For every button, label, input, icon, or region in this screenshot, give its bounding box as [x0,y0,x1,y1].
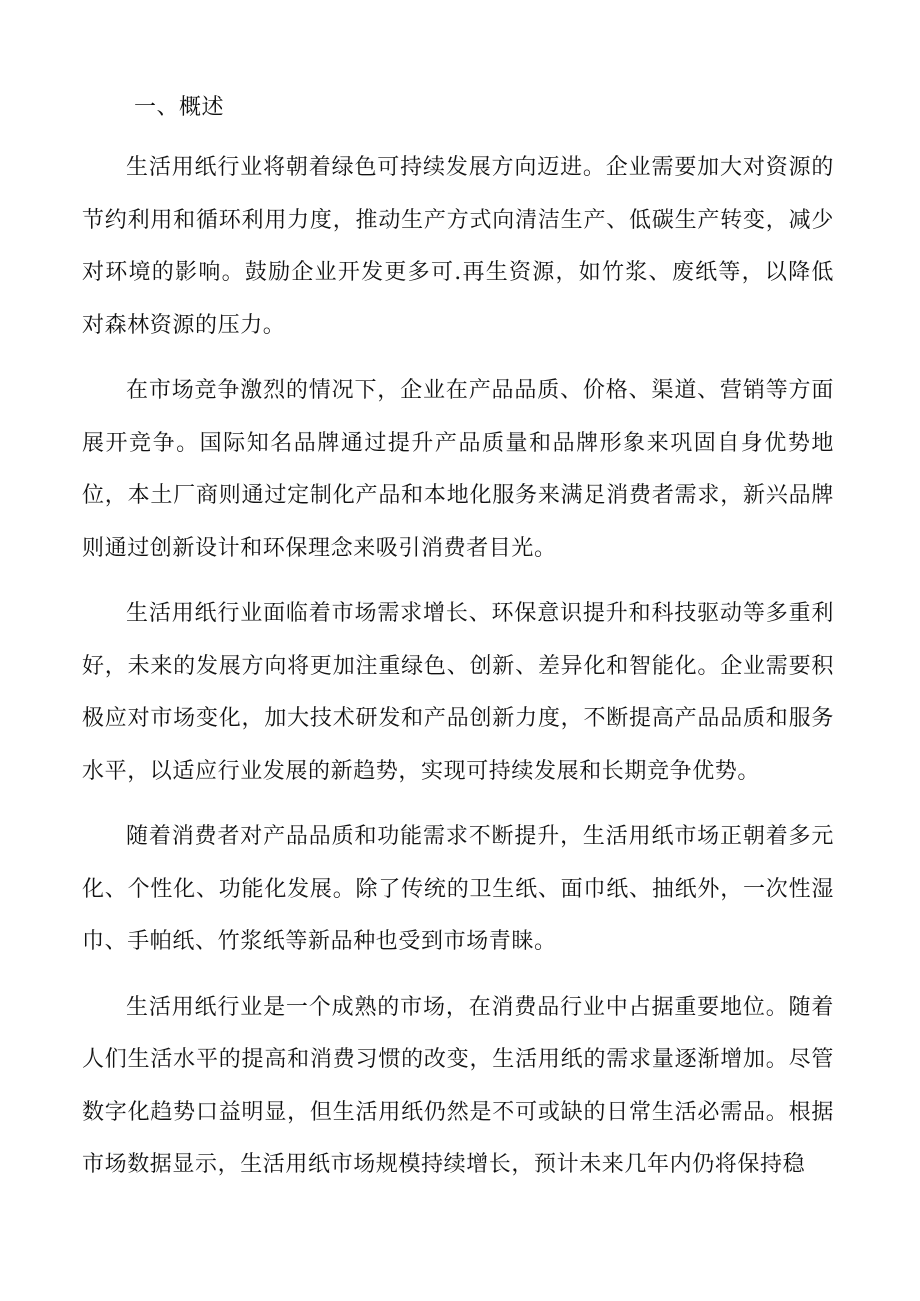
paragraph-green-development: 生活用纸行业将朝着绿色可持续发展方向迈进。企业需要加大对资源的节约利用和循环利用力度，推动生产方式向清洁生产、低碳生产转变，减少对环境的影响。鼓励企业开发更多可.再生资源，如竹浆、废纸等，以降低对森林资源的压力。 [82,155,834,338]
paragraph-market-maturity: 生活用纸行业是一个成熟的市场，在消费品行业中占据重要地位。随着人们生活水平的提高和消费习惯的改变，生活用纸的需求量逐渐增加。尽管数字化趋势口益明显，但生活用纸仍然是不可或缺的日常生活必需品。根据市场数据显示，生活用纸市场规模持续增长，预计未来几年内仍将保持稳 [82,994,834,1177]
paragraph-industry-outlook: 生活用纸行业面临着市场需求增长、环保意识提升和科技驱动等多重利好，未来的发展方向将更加注重绿色、创新、差异化和智能化。企业需要积极应对市场变化，加大技术研发和产品创新力度，不断提高产品品质和服务水平，以适应行业发展的新趋势，实现可持续发展和长期竞争优势。 [82,601,834,784]
paragraph-product-diversification: 随着消费者对产品品质和功能需求不断提升，生活用纸市场正朝着多元化、个性化、功能化发展。除了传统的卫生纸、面巾纸、抽纸外，一次性湿巾、手帕纸、竹浆纸等新品种也受到市场青睐。 [82,824,834,954]
section-heading: 一、概述 [134,95,225,120]
paragraph-market-competition: 在市场竞争激烈的情况下，企业在产品品质、价格、渠道、营销等方面展开竞争。国际知名品牌通过提升产品质量和品牌形象来巩固自身优势地位，本土厂商则通过定制化产品和本地化服务来满足消费者需求，新兴品牌则通过创新设计和环保理念来吸引消费者目光。 [82,378,834,561]
